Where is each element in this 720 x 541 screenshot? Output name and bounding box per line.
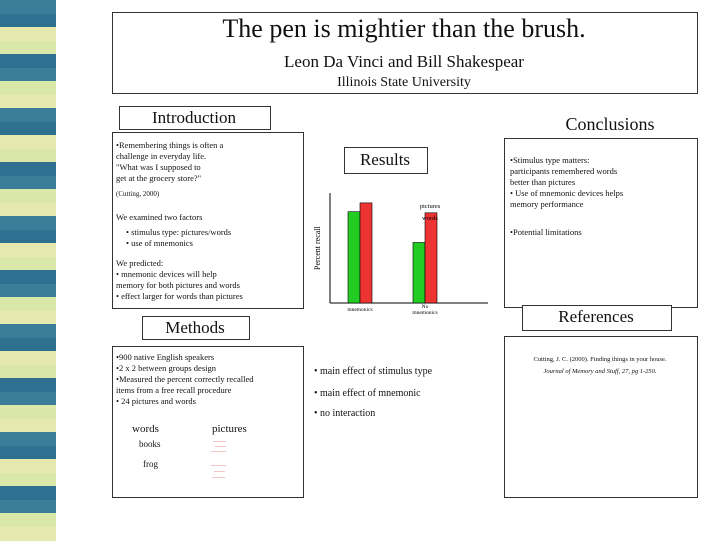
picture-stimulus-sketch: ~~~~~~~ ~~~~~ ~~~~~~ <box>211 463 227 480</box>
conclusion-line: better than pictures <box>510 177 576 187</box>
factor-item: • use of mnemonics <box>126 238 193 248</box>
chart-bar-pictures <box>413 243 425 304</box>
methods-line: • 24 pictures and words <box>116 396 196 406</box>
intro-line: get at the grocery store?" <box>116 173 202 183</box>
picture-stimulus-sketch: ~~~~~~ ~~~~~ ~~~~~~~ <box>211 439 227 454</box>
prediction-item: • effect larger for words than pictures <box>116 291 243 301</box>
conclusion-line: •Stimulus type matters: <box>510 155 590 165</box>
conclusion-line: participants remembered words <box>510 166 618 176</box>
methods-line: •900 native English speakers <box>116 352 215 362</box>
potential-limitations: •Potential limitations <box>510 227 582 237</box>
intro-line: •Remembering things is often a <box>116 140 224 150</box>
prediction-item: memory for both pictures and words <box>116 280 240 290</box>
chart-category-label: mnemonics <box>412 310 438 316</box>
factor-item: • stimulus type: pictures/words <box>126 227 232 237</box>
factors-title: We examined two factors <box>116 212 203 222</box>
stimulus-example-word: frog <box>143 459 158 469</box>
chart-legend-label: pictures <box>419 203 441 210</box>
authors: Leon Da Vinci and Bill Shakespear <box>284 52 524 71</box>
affiliation: Illinois State University <box>337 75 471 90</box>
conclusion-line: • Use of mnemonic devices helps <box>510 188 624 198</box>
stimulus-column-words: words <box>132 423 159 435</box>
methods-line: •Measured the percent correctly recalled <box>116 374 254 384</box>
intro-citation: (Cutting, 2000) <box>116 190 160 198</box>
introduction-heading: Introduction <box>151 108 237 127</box>
chart-y-label: Percent recall <box>313 226 322 270</box>
reference-line: Journal of Memory and Stuff, 27, pg 1-250. <box>543 368 657 375</box>
result-effect: • main effect of mnemonic <box>314 388 421 399</box>
chart-bar-pictures <box>348 212 360 303</box>
result-effect: • main effect of stimulus type <box>314 366 433 377</box>
methods-heading: Methods <box>165 318 225 337</box>
results-bar-chart <box>308 185 498 320</box>
conclusions-heading: Conclusions <box>565 114 655 134</box>
reference-line: Cutting, J. C. (2000). Finding things in your house. <box>533 356 667 363</box>
intro-line: "What was I supposed to <box>116 162 201 172</box>
chart-category-label: No <box>421 304 429 310</box>
conclusion-line: memory performance <box>510 199 584 209</box>
chart-bar-words <box>425 213 437 303</box>
methods-line: •2 x 2 between groups design <box>116 363 216 373</box>
methods-line: items from a free recall procedure <box>116 385 232 395</box>
intro-line: challenge in everyday life. <box>116 151 207 161</box>
result-effect: • no interaction <box>314 408 376 419</box>
results-heading: Results <box>359 150 411 169</box>
chart-category-label: mnemonics <box>347 307 373 313</box>
predicted-title: We predicted: <box>116 258 164 268</box>
stimulus-example-word: books <box>139 439 161 449</box>
prediction-item: • mnemonic devices will help <box>116 269 217 279</box>
poster-title: The pen is mightier than the brush. <box>222 14 586 43</box>
decorative-side-stripe <box>0 0 56 540</box>
chart-bar-words <box>360 203 372 303</box>
stimulus-column-pictures: pictures <box>212 423 247 435</box>
chart-legend-label: words <box>422 215 438 222</box>
references-heading: References <box>558 307 634 326</box>
